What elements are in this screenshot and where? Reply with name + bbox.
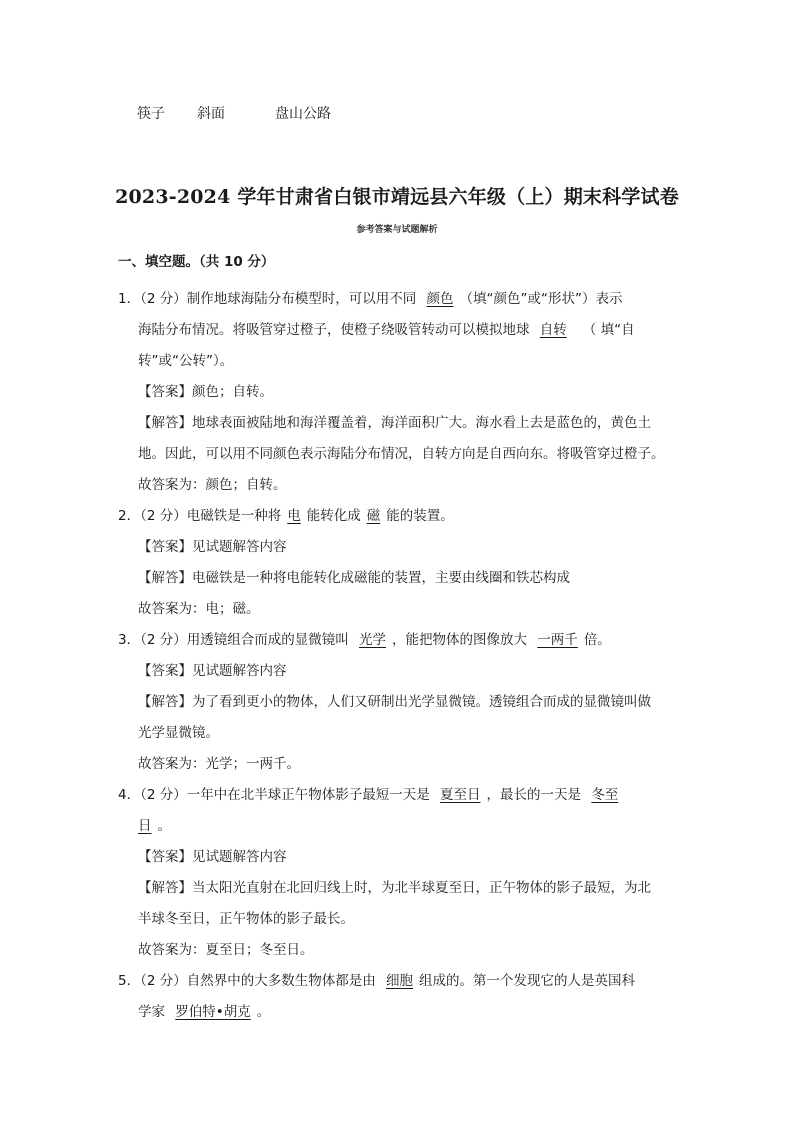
- question-line: 2．（2 分）电磁铁是一种将 电 能转化成 磁 能的装置。: [118, 508, 454, 524]
- question-line: 3．（2 分）用透镜组合而成的显微镜叫 光学 ，能把物体的图像放大 一两千 倍。: [118, 632, 611, 648]
- answer-blank: 罗伯特•胡克: [175, 1004, 251, 1020]
- final-answer-line: 故答案为：电；磁。: [138, 601, 260, 617]
- answer-blank: 自转: [539, 322, 567, 338]
- page-title: 2023-2024 学年甘肃省白银市靖远县六年级（上）期末科学试卷: [115, 186, 679, 208]
- analysis-line: 【解答】地球表面被陆地和海洋覆盖着，海洋面积广大。海水看上去是蓝色的，黄色土: [138, 415, 651, 431]
- answer-blank: 磁: [366, 508, 381, 524]
- question-line: 日 。: [138, 818, 171, 834]
- answer-line: 【答案】见试题解答内容: [138, 539, 287, 555]
- answer-blank: 光学: [359, 632, 387, 648]
- question-line: 5．（2 分）自然界中的大多数生物体都是由 细胞 组成的。第一个发现它的人是英国科: [118, 973, 636, 989]
- top-item: 斜面: [197, 106, 225, 122]
- answer-blank: 颜色: [426, 291, 454, 307]
- answer-blank: 日: [138, 818, 152, 834]
- analysis-line: 【解答】电磁铁是一种将电能转化成磁能的装置，主要由线圈和铁芯构成: [138, 570, 570, 586]
- answer-line: 【答案】见试题解答内容: [138, 663, 287, 679]
- question-line: 学家 罗伯特•胡克 。: [138, 1004, 271, 1020]
- question-line: 1．（2 分）制作地球海陆分布模型时，可以用不同 颜色 （填“颜色”或“形状”）表示: [118, 291, 623, 307]
- answer-line: 【答案】见试题解答内容: [138, 849, 287, 865]
- analysis-line: 【解答】为了看到更小的物体，人们又研制出光学显微镜。透镜组合而成的显微镜叫做: [138, 694, 651, 710]
- answer-line: 【答案】颜色；自转。: [138, 384, 273, 400]
- question-line: 海陆分布情况。将吸管穿过橙子，使橙子绕吸管转动可以模拟地球 自转 （ 填“自: [138, 322, 635, 338]
- final-answer-line: 故答案为：颜色；自转。: [138, 477, 287, 493]
- answer-blank: 细胞: [386, 973, 414, 989]
- questions-content: [118, 284, 678, 1028]
- analysis-line: 【解答】当太阳光直射在北回归线上时，为北半球夏至日，正午物体的影子最短，为北: [138, 880, 651, 896]
- analysis-line: 地。因此，可以用不同颜色表示海陆分布情况，自转方向是自西向东。将吸管穿过橙子。: [138, 446, 665, 462]
- question-line: 4．（2 分）一年中在北半球正午物体影子最短一天是 夏至日 ，最长的一天是 冬至: [118, 780, 678, 811]
- top-item: 筷子: [137, 106, 165, 122]
- answer-blank: 夏至日: [440, 787, 481, 803]
- top-item: 盘山公路: [275, 106, 331, 122]
- analysis-line: 半球冬至日，正午物体的影子最长。: [138, 911, 354, 927]
- final-answer-line: 故答案为：光学；一两千。: [138, 756, 300, 772]
- question-line: 转”或“公转”）。: [138, 353, 234, 369]
- section-heading: 一、填空题。（共 10 分）: [118, 254, 275, 270]
- answer-blank: 一两千: [537, 632, 578, 648]
- answer-blank: 电: [287, 508, 301, 524]
- final-answer-line: 故答案为：夏至日；冬至日。: [138, 942, 314, 958]
- analysis-line: 光学显微镜。: [138, 725, 219, 741]
- page-subtitle: 参考答案与试题解析: [356, 225, 438, 235]
- answer-blank: 冬至: [591, 787, 619, 803]
